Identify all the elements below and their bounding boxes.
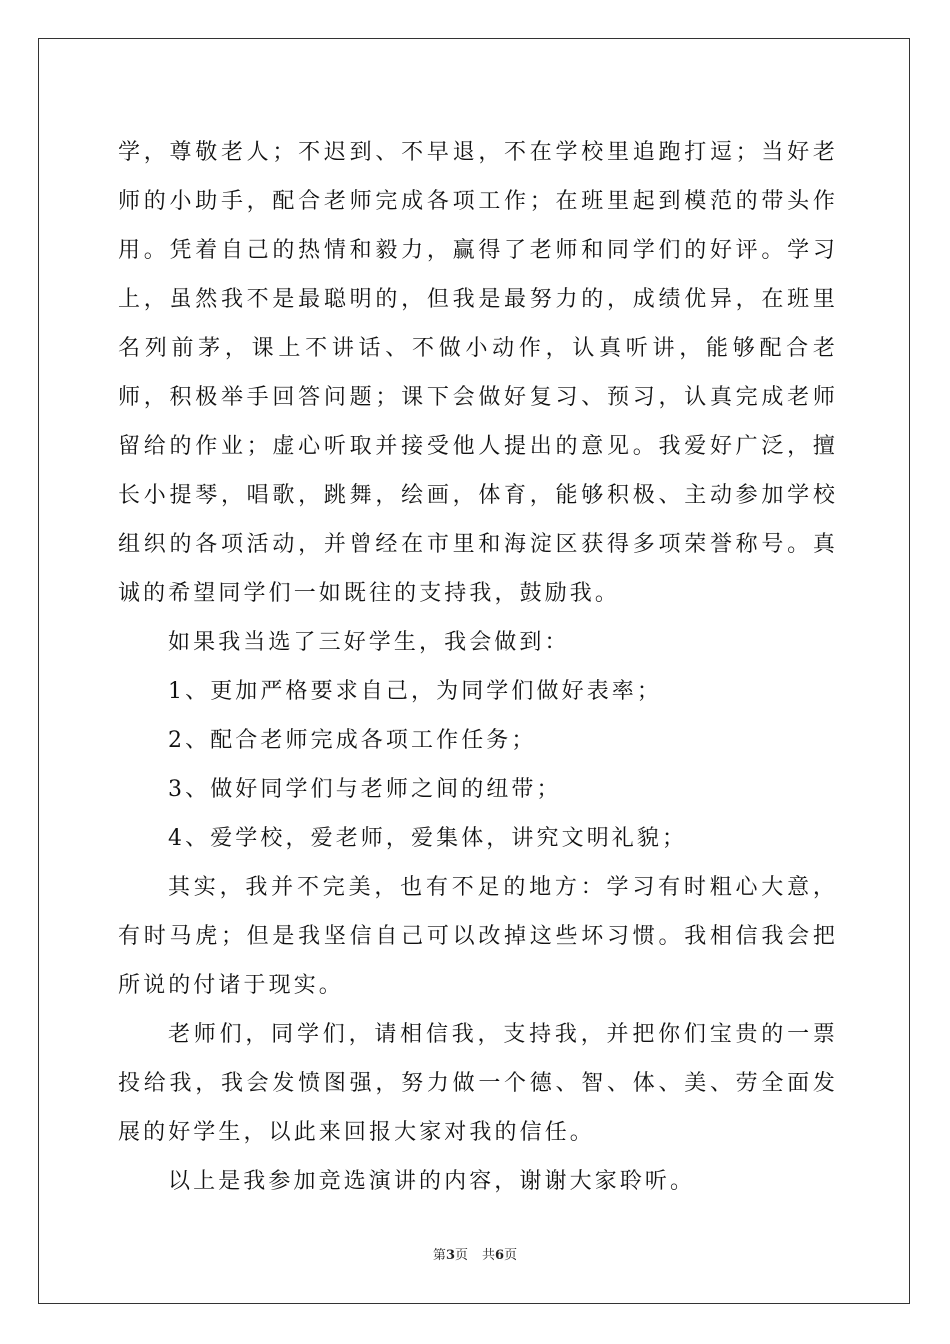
total-prefix: 共 xyxy=(482,1248,496,1263)
paragraph-closing: 以上是我参加竞选演讲的内容，谢谢大家聆听。 xyxy=(168,1169,696,1194)
total-suffix: 页 xyxy=(504,1248,518,1263)
page-footer xyxy=(0,1247,950,1265)
document-body xyxy=(118,128,838,1206)
pledge-item-3: 3、做好同学们与老师之间的纽带； xyxy=(168,777,562,802)
paragraph-intro-pledge: 如果我当选了三好学生，我会做到： xyxy=(168,630,570,655)
page-number: 3 xyxy=(445,1248,455,1263)
page-suffix: 页 xyxy=(454,1248,468,1263)
pledge-item-1: 1、更加严格要求自己，为同学们做好表率； xyxy=(168,679,662,704)
pledge-item-2: 2、配合老师完成各项工作任务； xyxy=(168,728,537,753)
total-pages: 6 xyxy=(495,1248,505,1263)
paragraph-continued: 学，尊敬老人；不迟到、不早退，不在学校里追跑打逗；当好老师的小助手，配合老师完成各项工作；在班里起到模范的带头作用。凭着自己的热情和毅力，赢得了老师和同学们的好评。学习上，虽然我不是最聪明的，但我是最努力的，成绩优异，在班里名列前茅，课上不讲话、不做小动作，认真听讲，能够配合老师，积极举手回答问题；课下会做好复习、预习，认真完成老师留给的作业；虚心听取并接受他人提出的意见。我爱好广泛，擅长小提琴，唱歌，跳舞，绘画，体育，能够积极、主动参加学校组织的各项活动，并曾经在市里和海淀区获得多项荣誉称号。真诚的希望同学们一如既往的支持我，鼓励我。 xyxy=(118,140,838,606)
page-prefix: 第 xyxy=(432,1248,446,1263)
paragraph-shortcomings: 其实，我并不完美，也有不足的地方：学习有时粗心大意，有时马虎；但是我坚信自己可以改掉这些坏习惯。我相信我会把所说的付诸于现实。 xyxy=(118,875,838,998)
pledge-item-4: 4、爱学校，爱老师，爱集体，讲究文明礼貌； xyxy=(168,826,688,851)
paragraph-appeal: 老师们，同学们，请相信我，支持我，并把你们宝贵的一票投给我，我会发愤图强，努力做一个德、智、体、美、劳全面发展的好学生，以此来回报大家对我的信任。 xyxy=(118,1022,838,1145)
